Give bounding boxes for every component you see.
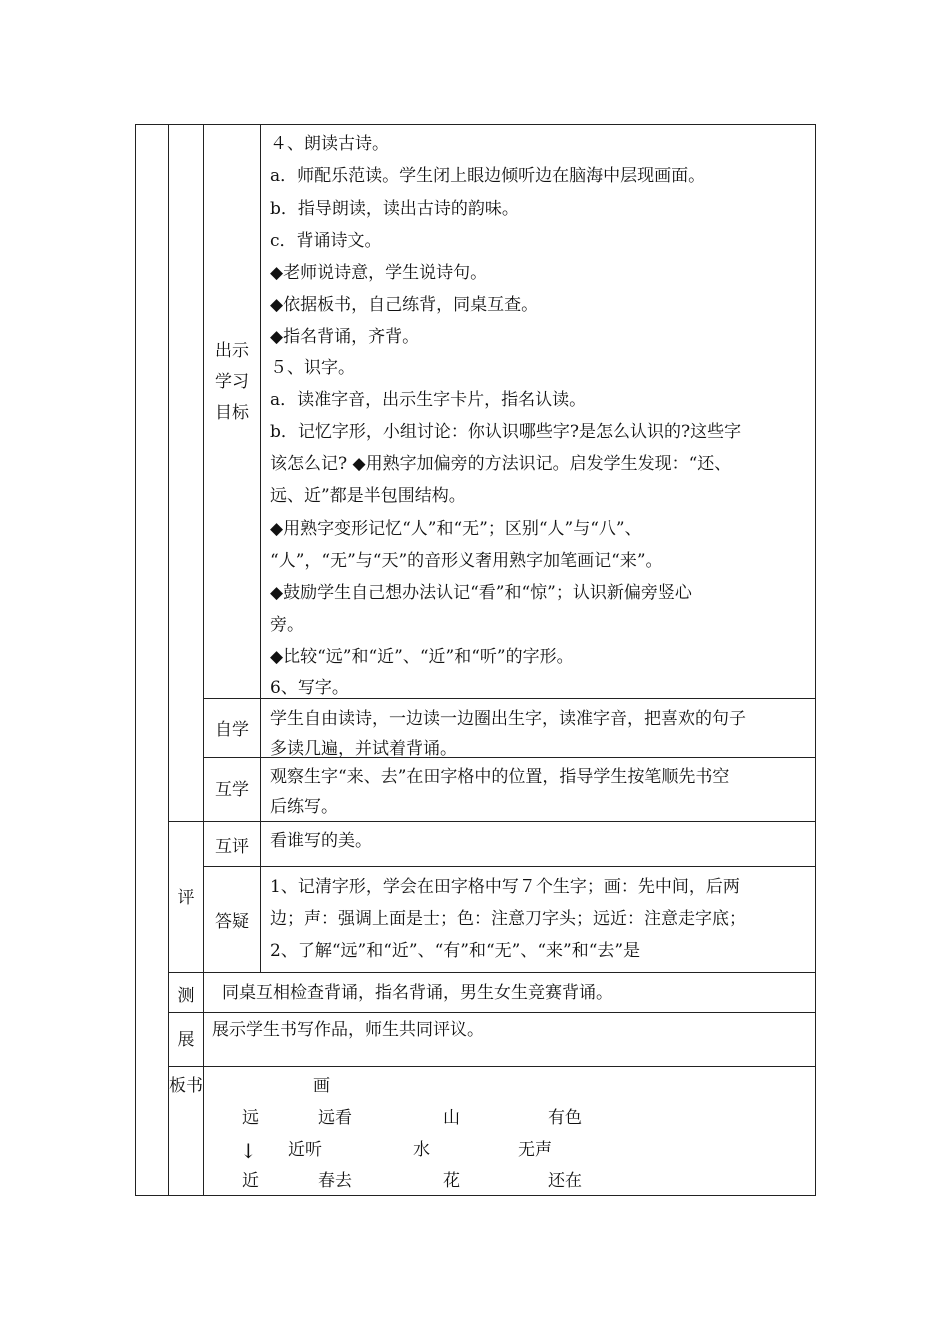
blackboard-cell: 近听 — [288, 1140, 322, 1160]
section-label-ce: 测 — [177, 986, 195, 1006]
main-line: ◆用熟字变形记忆“人”和“无”；区别“人”与“八”、 — [270, 519, 642, 539]
huping-text: 看谁写的美。 — [270, 831, 372, 851]
row-divider-dayi — [203, 866, 816, 867]
zixue-line: 多读几遍，并试着背诵。 — [270, 739, 457, 757]
row-divider-ce — [168, 972, 816, 973]
main-line: a．师配乐范读。学生闭上眼边倾听边在脑海中层现画面。 — [270, 166, 706, 186]
table-bottom-border — [135, 1195, 816, 1196]
section-label-ping: 评 — [177, 888, 195, 908]
main-line: 6、写字。 — [270, 678, 349, 698]
main-line: ５、识字。 — [270, 358, 355, 378]
section-label-huxue: 互学 — [215, 780, 249, 800]
main-line: ◆老师说诗意，学生说诗句。 — [270, 263, 488, 283]
dayi-line: 边；声：强调上面是士；色：注意刀字头；远近：注意走字底； — [270, 909, 746, 929]
main-line: ◆依据板书，自己练背，同桌互查。 — [270, 295, 539, 315]
main-line: c．背诵诗文。 — [270, 231, 382, 251]
section-label-goals: 出示学习目标 — [215, 341, 249, 423]
main-line: ◆鼓励学生自己想办法认记“看”和“惊”；认识新偏旁竖心 — [270, 583, 692, 603]
main-line: ◆指名背诵，齐背。 — [270, 327, 420, 347]
blackboard-cell: 水 — [413, 1140, 430, 1160]
blackboard-cell: 花 — [443, 1171, 460, 1191]
blackboard-cell: 春去 — [318, 1171, 352, 1191]
row-divider-zhan — [168, 1012, 816, 1013]
main-line: “人”，“无”与“天”的音形义奢用熟字加笔画记“来”。 — [270, 551, 663, 571]
main-line: 旁。 — [270, 615, 304, 635]
zixue-line: 学生自由读诗，一边读一边圈出生字，读准字音，把喜欢的句子 — [270, 709, 746, 729]
main-line: ◆比较“远”和“近”、“近”和“听”的字形。 — [270, 647, 574, 667]
section-label-huping: 互评 — [215, 837, 249, 857]
section-label-zhan: 展 — [177, 1030, 195, 1050]
huxue-line: 观察生字“来、去”在田字格中的位置，指导学生按笔顺先书空 — [270, 767, 730, 787]
row-divider-huxue — [203, 757, 816, 758]
huxue-line: 后练写。 — [270, 797, 338, 817]
blackboard-cell: 近 — [242, 1171, 259, 1191]
blackboard-cell: 有色 — [548, 1108, 582, 1128]
blackboard-arrow: ↓ — [240, 1139, 257, 1163]
ce-text: 同桌互相检查背诵，指名背诵，男生女生竞赛背诵。 — [222, 983, 613, 1003]
section-label-dayi: 答疑 — [215, 912, 249, 932]
zixue-content — [261, 699, 815, 757]
row-divider-banshu — [168, 1066, 816, 1067]
main-line: b．指导朗读，读出古诗的韵味。 — [270, 199, 519, 219]
blackboard-title: 画 — [313, 1076, 330, 1096]
main-line: b．记忆字形，小组讨论：你认识哪些字?是怎么认识的?这些字 — [270, 422, 742, 442]
blackboard-cell: 还在 — [548, 1171, 582, 1191]
section-label-banshu: 板书 — [169, 1076, 203, 1096]
main-line: a．读准字音，出示生字卡片，指名认读。 — [270, 390, 587, 410]
blackboard-cell: 远看 — [318, 1108, 352, 1128]
blackboard-cell: 山 — [443, 1108, 460, 1128]
blackboard-cell: 远 — [242, 1108, 259, 1128]
col-divider-2 — [203, 124, 204, 1196]
row-divider-ping — [168, 821, 816, 822]
zhan-text: 展示学生书写作品，师生共同评议。 — [212, 1020, 484, 1040]
table-left-border — [135, 124, 136, 1196]
dayi-line: 2、了解“远”和“近”、“有”和“无”、“来”和“去”是 — [270, 941, 641, 961]
table-right-border — [815, 124, 816, 1196]
table-top-border — [135, 124, 816, 125]
section-label-zixue: 自学 — [215, 720, 249, 740]
dayi-line: 1、记清字形，学会在田字格中写７个生字；画：先中间，后两 — [270, 877, 740, 897]
main-line: ４、朗读古诗。 — [270, 134, 389, 154]
col-divider-3-lower — [260, 821, 261, 972]
blackboard-cell: 无声 — [518, 1140, 552, 1160]
main-line: 远、近”都是半包围结构。 — [270, 486, 466, 506]
main-line: 该怎么记? ◆用熟字加偏旁的方法识记。启发学生发现：“还、 — [270, 454, 732, 474]
